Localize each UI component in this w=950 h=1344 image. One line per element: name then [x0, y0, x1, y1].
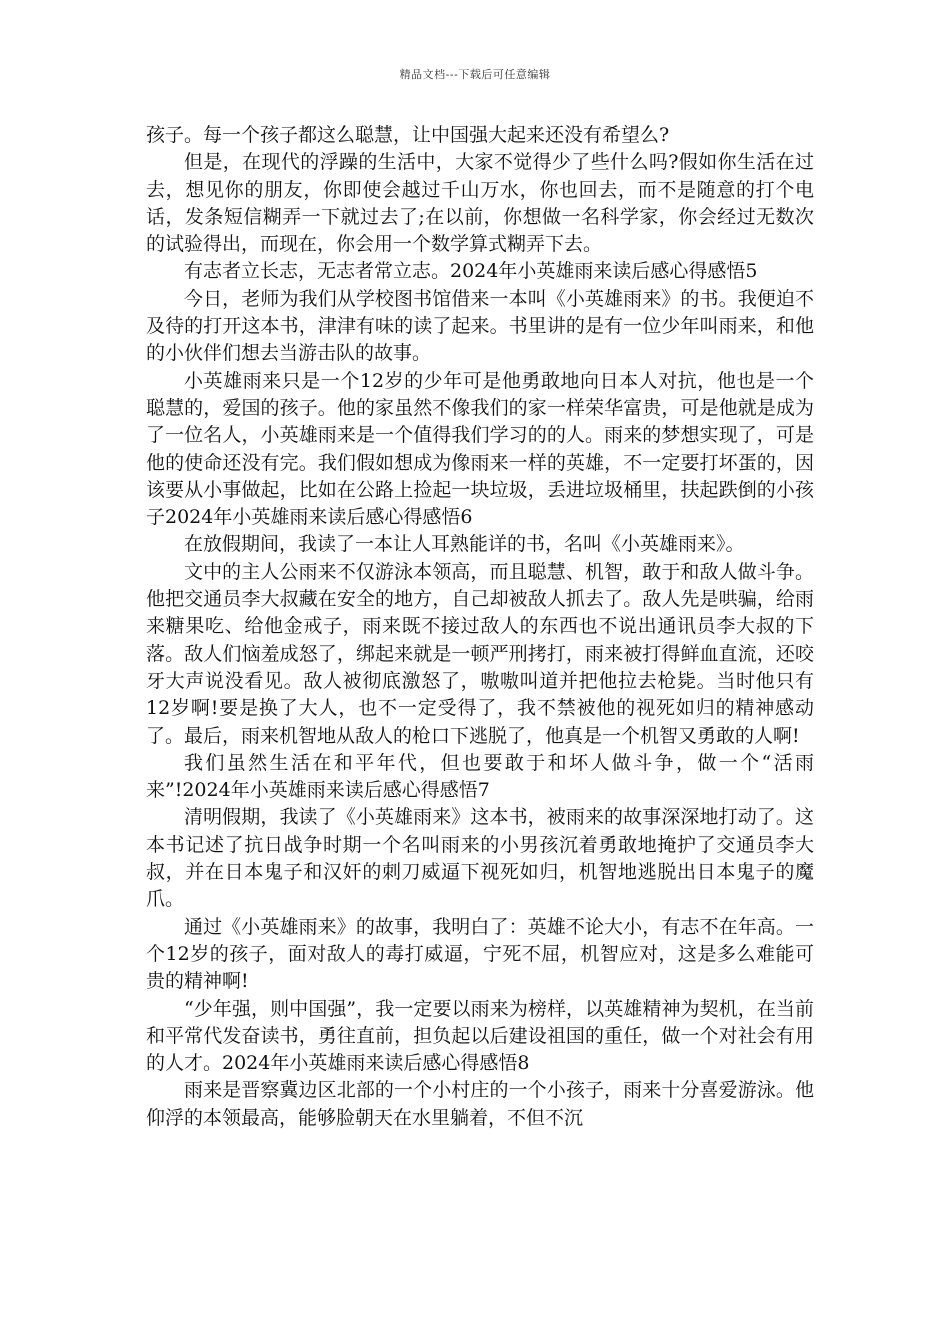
paragraph: 今日，老师为我们从学校图书馆借来一本叫《小英雄雨来》的书。我便迫不及待的打开这本书，津津有味的读了起来。书里讲的是有一位少年叫雨来，和他的小伙伴们想去当游击队的故事。 [146, 287, 814, 365]
paragraph: 在放假期间，我读了一本让人耳熟能详的书，名叫《小英雄雨来》。 [184, 533, 745, 556]
paragraph: 孩子。每一个孩子都这么聪慧，让中国强大起来还没有希望么? [146, 124, 670, 146]
paragraph: 有志者立长志，无志者常立志。2024年小英雄雨来读后感心得感悟5 [184, 260, 758, 283]
paragraph: 小英雄雨来只是一个12岁的少年可是他勇敢地向日本人对抗，他也是一个聪慧的，爱国的孩子。他的家虽然不像我们的家一样荣华富贵，可是他就是成为了一位名人，小英雄雨来是一个值得我们学习的的人。雨来的梦想实现了，可是他的使命还没有完。我们假如想成为像雨来一样的英雄，不一定要打坏蛋的，因该要从小事做起，比如在公路上捡起一块垃圾，丢进垃圾桶里，扶起跌倒的小孩子2024年小英雄雨来读后感心得感悟6 [146, 369, 814, 529]
paragraph: 清明假期，我读了《小英雄雨来》这本书，被雨来的故事深深地打动了。这本书记述了抗日战争时期一个名叫雨来的小男孩沉着勇敢地掩护了交通员李大叔，并在日本鬼子和汉奸的刺刀威逼下视死如归，机智地逃脱出日本鬼子的魔爪。 [146, 806, 814, 911]
paragraph: 但是，在现代的浮躁的生活中，大家不觉得少了些什么吗?假如你生活在过去，想见你的朋友，你即使会越过千山万水，你也回去，而不是随意的打个电话，发条短信糊弄一下就过去了;在以前，你想做一名科学家，你会经过无数次的试验得出，而现在，你会用一个数学算式糊弄下去。 [146, 151, 814, 256]
page-header: 精品文档---下载后可任意编辑 [399, 68, 551, 81]
paragraph: 雨来是晋察冀边区北部的一个小村庄的一个小孩子，雨来十分喜爱游泳。他仰浮的本领最高，能够脸朝天在水里躺着，不但不沉 [146, 1079, 814, 1129]
paragraph: 文中的主人公雨来不仅游泳本领高，而且聪慧、机智，敢于和敌人做斗争。他把交通员李大叔藏在安全的地方，自己却被敌人抓去了。敌人先是哄骗，给雨来糖果吃、给他金戒子，雨来既不接过敌人的东西也不说出通讯员李大叔的下落。敌人们恼羞成怒了，绑起来就是一顿严刑拷打，雨来被打得鲜血直流，还咬牙大声说没看见。敌人被彻底激怒了，嗷嗷叫道并把他拉去枪毙。当时他只有12岁啊!要是换了大人，也不一定受得了，我不禁被他的视死如归的精神感动了。最后，雨来机智地从敌人的枪口下逃脱了，他真是一个机智又勇敢的人啊! [146, 560, 814, 747]
paragraph: “少年强，则中国强”，我一定要以雨来为榜样，以英雄精神为契机，在当前和平常代发奋读书，勇往直前，担负起以后建设祖国的重任，做一个对社会有用的人才。2024年小英雄雨来读后感心得感悟8 [146, 997, 814, 1075]
paragraph: 通过《小英雄雨来》的故事，我明白了：英雄不论大小，有志不在年高。一个12岁的孩子，面对敌人的毒打威逼，宁死不屈，机智应对，这是多么难能可贵的精神啊! [146, 915, 814, 993]
paragraph: 我们虽然生活在和平年代，但也要敢于和坏人做斗争，做一个“活雨来”!2024年小英雄雨来读后感心得感悟7 [146, 751, 814, 802]
document-body [146, 122, 814, 1132]
